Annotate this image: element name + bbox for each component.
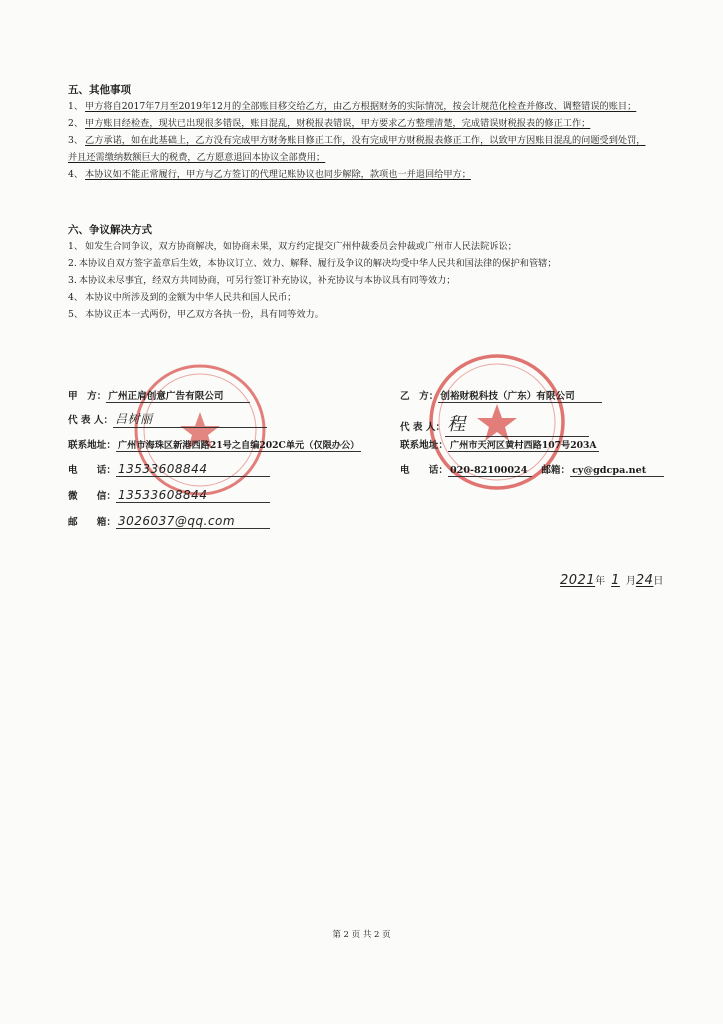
party-b-phone-row	[400, 462, 664, 477]
section-5-clause-1	[68, 99, 678, 116]
party-a-wechat: 13533608844	[116, 488, 270, 503]
section-6-clause-3	[68, 273, 678, 290]
party-b-email-label: 邮箱：	[541, 465, 571, 476]
section-5-title: 五、其他事项	[68, 84, 131, 96]
section-5-clause-4	[68, 167, 678, 184]
clause-number: 3、	[68, 135, 84, 146]
clause-text: 本协议自双方签字盖章后生效，本协议订立、效力、解释、履行及争议的解决均受中华人民共和国法律的保护和管辖；	[78, 258, 557, 269]
clause-text: 本协议如不能正常履行，甲方与乙方签订的代理记账协议也同步解除，款项也一并退回给甲方；	[85, 169, 471, 180]
party-a-addr-row	[68, 437, 361, 452]
party-b-phone-label: 电 话：	[400, 465, 448, 476]
date-month: 1	[611, 573, 620, 588]
clause-text: 本协议中所涉及到的金额为中华人民共和国人民币；	[85, 292, 297, 303]
party-b-rep-label: 代 表 人：	[400, 422, 446, 433]
party-a-address: 广州市海珠区新港西路21号之自编202C单元（仅限办公）	[116, 437, 361, 452]
clause-number: 2、	[68, 118, 84, 129]
clause-text: 如发生合同争议，双方协商解决，如协商未果，双方约定提交广州仲裁委员会仲裁或广州市人民法院诉讼；	[85, 241, 517, 252]
party-a-phone-label: 电 话：	[68, 465, 116, 476]
party-b-email: cy@gdcpa.net	[570, 465, 664, 477]
page-number: 第 2 页 共 2 页	[332, 930, 391, 940]
party-a-rep-row	[68, 410, 267, 428]
party-a-signature: 吕树丽	[113, 410, 267, 428]
clause-text: 乙方承诺，如在此基础上，乙方没有完成甲方财务账目修正工作，没有完成甲方财税报表修正工作，以致甲方因账目混乱的问题受到处罚，	[85, 135, 646, 146]
section-6-clause-4	[68, 290, 678, 307]
section-5-clause-2	[68, 116, 678, 133]
party-a-seal-icon	[130, 360, 270, 500]
party-a-email: 3026037@qq.com	[116, 514, 270, 529]
party-a-phone: 13533608844	[116, 462, 270, 477]
section-5-clause-3-cont	[68, 150, 678, 167]
party-b-label: 乙 方：	[400, 391, 439, 402]
party-a-email-row	[68, 514, 270, 529]
signing-date	[560, 572, 663, 588]
party-a-name-row	[68, 388, 250, 403]
clause-number: 4、	[68, 292, 84, 303]
clause-number: 5、	[68, 309, 84, 320]
party-a-email-label: 邮 箱：	[68, 517, 116, 528]
date-day-label: 日	[653, 576, 664, 587]
party-a-rep-label: 代 表 人：	[68, 415, 114, 426]
party-b-address: 广州市天河区黄村西路107号203A	[448, 437, 599, 452]
party-b-addr-label: 联系地址：	[400, 440, 448, 451]
date-day: 24	[635, 573, 654, 588]
party-b-name: 创裕财税科技（广东）有限公司	[438, 388, 602, 403]
clause-number: 1、	[68, 241, 84, 252]
clause-text: 并且还需缴纳数额巨大的税费，乙方愿意退回本协议全部费用；	[68, 152, 326, 163]
clause-number: 3.	[68, 275, 77, 286]
date-year-label: 年	[595, 576, 606, 587]
party-a-wechat-label: 微 信：	[68, 491, 116, 502]
party-a-wechat-row	[68, 488, 270, 503]
clause-number: 2.	[68, 258, 77, 269]
party-a-phone-row	[68, 462, 270, 477]
section-6-clause-1	[68, 239, 678, 256]
clause-number: 4、	[68, 169, 84, 180]
clause-text: 本协议正本一式两份，甲乙双方各执一份，具有同等效力。	[85, 309, 324, 320]
party-a-name: 广州正肩创意广告有限公司	[106, 388, 250, 403]
section-6-clause-5	[68, 307, 678, 324]
section-5-clause-3	[68, 133, 678, 150]
party-b-phone: 020-82100024	[448, 465, 532, 477]
party-a-label: 甲 方：	[68, 391, 107, 402]
party-b-signature: 程	[445, 410, 589, 437]
section-6-clause-2	[68, 256, 678, 273]
date-month-label: 月	[625, 576, 636, 587]
clause-text: 甲方账目经检查，现状已出现很多错误，账目混乱，财税报表错误，甲方要求乙方整理清楚，完成错误财税报表的修正工作；	[85, 118, 591, 129]
date-year: 2021	[560, 573, 596, 588]
party-b-rep-row	[400, 410, 589, 437]
party-b-name-row	[400, 388, 602, 403]
party-b-addr-row	[400, 437, 599, 452]
clause-text: 本协议未尽事宜，经双方共同协商，可另行签订补充协议，补充协议与本协议具有同等效力；	[78, 275, 456, 286]
clause-number: 1、	[68, 101, 84, 112]
clause-text: 甲方将自2017年7月至2019年12月的全部账目移交给乙方，由乙方根据财务的实际情况，按会计规范化检查并修改、调整错误的账目；	[85, 101, 637, 112]
party-a-addr-label: 联系地址：	[68, 440, 116, 451]
section-6-title: 六、争议解决方式	[68, 224, 152, 236]
